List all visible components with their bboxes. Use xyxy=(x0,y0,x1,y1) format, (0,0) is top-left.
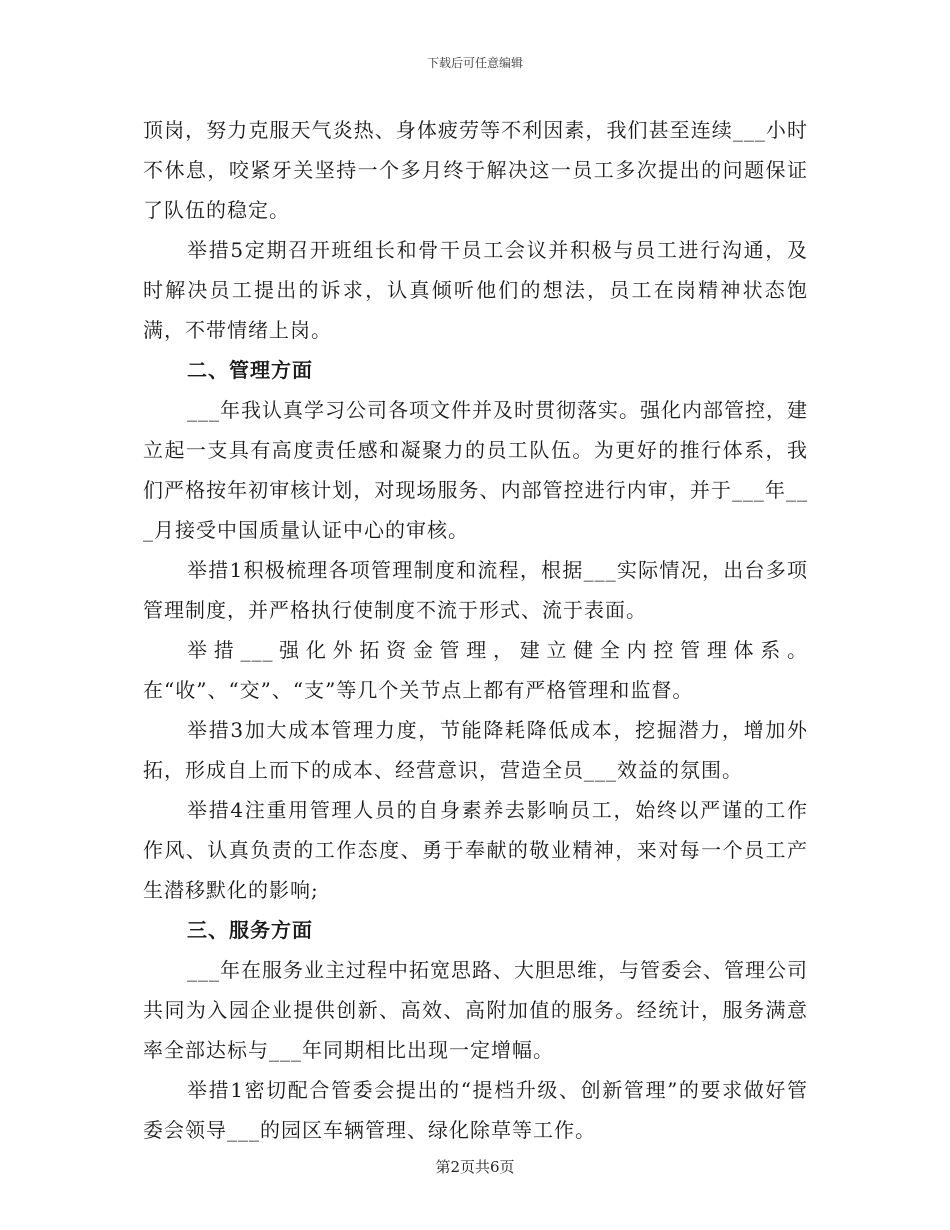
paragraph-service-intro: ___年在服务业主过程中拓宽思路、大胆思维，与管委会、管理公司共同为入园企业提供创新、高效、高附加值的服务。经统计，服务满意率全部达标与___年同期相比出现一定增幅。 xyxy=(143,958,808,1062)
paragraph-management-intro: ___年我认真学习公司各项文件并及时贯彻落实。强化内部管控，建立起一支具有高度责任感和凝聚力的员工队伍。为更好的推行体系，我们严格按年初审核计划，对现场服务、内部管控进行内审，并于___年___月接受中国质量认证中心的审核。 xyxy=(143,398,808,542)
paragraph-continuation: 顶岗，努力克服天气炎热、身体疲劳等不利因素，我们甚至连续___小时不休息，咬紧牙关坚持一个多月终于解决这一员工多次提出的问题保证了队伍的稳定。 xyxy=(143,118,808,222)
paragraph-service-measure-1: 举措1密切配合管委会提出的“提档升级、创新管理”的要求做好管委会领导___的园区车辆管理、绿化除草等工作。 xyxy=(143,1078,808,1142)
page-number: 第2页共6页 xyxy=(435,1158,515,1176)
section-heading-service: 三、服务方面 xyxy=(187,918,313,942)
page-header-note: 下载后可任意编辑 xyxy=(426,56,523,70)
paragraph-measure-5: 举措5定期召开班组长和骨干员工会议并积极与员工进行沟通，及时解决员工提出的诉求，认真倾听他们的想法，员工在岗精神状态饱满，不带情绪上岗。 xyxy=(143,238,808,342)
document-body xyxy=(143,110,808,1150)
paragraph-management-measure-2: 举措___强化外拓资金管理，建立健全内控管理体系。在“收”、“交”、“支”等几个关节点上都有严格管理和监督。 xyxy=(143,638,808,702)
section-heading-management: 二、管理方面 xyxy=(187,358,313,382)
paragraph-management-measure-1: 举措1积极梳理各项管理制度和流程，根据___实际情况，出台多项管理制度，并严格执行使制度不流于形式、流于表面。 xyxy=(143,558,808,622)
paragraph-management-measure-4: 举措4注重用管理人员的自身素养去影响员工，始终以严谨的工作作风、认真负责的工作态度、勇于奉献的敬业精神，来对每一个员工产生潜移默化的影响; xyxy=(143,798,808,902)
paragraph-management-measure-3: 举措3加大成本管理力度，节能降耗降低成本，挖掘潜力，增加外拓，形成自上而下的成本、经营意识，营造全员___效益的氛围。 xyxy=(143,718,808,782)
